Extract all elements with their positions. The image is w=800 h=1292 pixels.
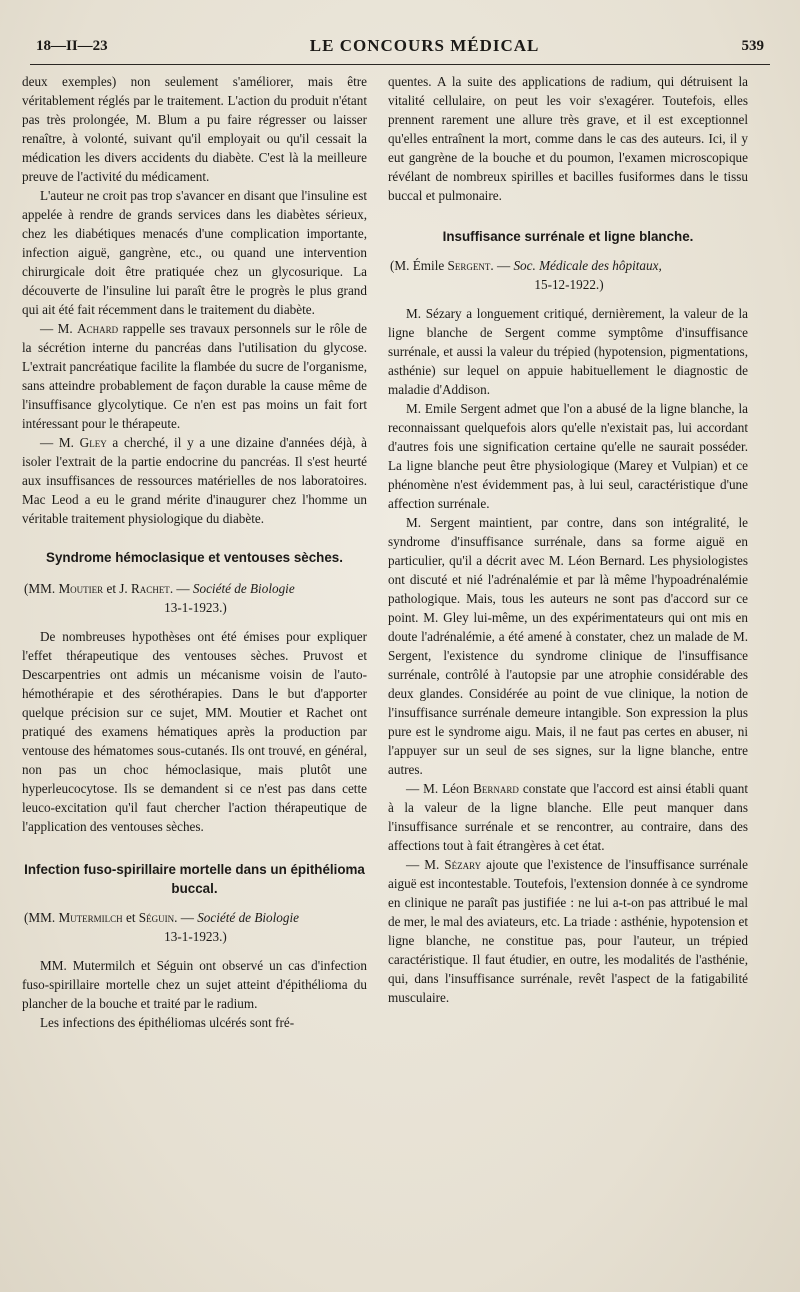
paragraph: — M. Léon Bernard constate que l'accord est ainsi établi quant à la valeur de la ligne blanche. Elle peut manquer dans l'insuffisance surrénale et se rencontrer, au contraire, dans des affections tout à fait étrangères à cet état. [388, 781, 749, 853]
author-name: Bernard [473, 781, 519, 796]
paragraph: — M. Achard rappelle ses travaux personnels sur le rôle de la sécrétion interne du pancréas dans l'utilisation du glycose. L'extrait pancréatique facilite la flambée du sucre de l'organisme, sans atteindre probablement de façon durable la cause même de l'insuffisance glycolytique. Ce n'en est pas moins un fait fort intéressant pour le thérapeute. [22, 321, 367, 431]
author-name: Gley [79, 435, 107, 450]
section-title: Infection fuso-spirillaire mortelle dans un épithélioma buccal. [24, 862, 365, 896]
paragraph: M. Sergent maintient, par contre, dans son intégralité, le syndrome d'insuffisance surrénale, dans sa forme aiguë en particulier, qu'il a décrit avec M. Léon Bernard. Les physiologistes ont discuté et nié l'adrénalémie et par là même l'hypoadrénalémie pathologique. Mais, tous les auteurs ne sont pas d'accord sur ce point. M. Gley lui-même, un des expérimentateurs qui ont mis en doute l'adrénalémie, a été amené à constater, chez un malade de M. Sergent, l'existence du syndrome clinique de l'insuffisance surrénale, contrôlé à l'autopsie par une atrophie considérable des deux glandes. Considérée au point de vue clinique, la notion de l'insuffisance surrénale demeure intangible. Son expression la plus pure est le syndrome aigu. Mais, il ne faut pas certes en abuser, ni l'appuyer sur un seul de ses signes, sur la ligne blanche, entre autres. [388, 515, 748, 777]
left-column [22, 72, 367, 1032]
journal-title: LE CONCOURS MÉDICAL [309, 36, 540, 55]
right-column [388, 72, 748, 1007]
page-number: 539 [741, 37, 764, 54]
section-title: Syndrome hémoclasique et ventouses sèches. [46, 550, 343, 565]
citation: (MM. Moutier et J. Rachet. — Société de Biologie 13-1-1923.) [24, 581, 295, 615]
paragraph: Les infections des épithéliomas ulcérés sont fré- [40, 1015, 295, 1030]
section-title: Insuffisance surrénale et ligne blanche. [442, 229, 694, 244]
citation: (MM. Mutermilch et Séguin. — Société de Biologie 13-1-1923.) [24, 910, 300, 944]
paragraph: De nombreuses hypothèses ont été émises pour expliquer l'effet thérapeutique des ventouses sèches. Pruvost et Descarpentries ont admis un mécanisme voisin de l'auto-hémothérapie et des sérothérapies. Dans le but d'apporter quelque précision sur ce sujet, MM. Moutier et Rachet ont pratiqué des examens hématiques après la production par ventouse des hématomes sous-cutanés. Ils ont trouvé, en général, non pas un choc hémoclasique, mais plutôt une hyperleucocytose. Ils se demandent si ce n'est pas dans cette leuco-excitation qu'il faut chercher l'action thérapeutique de l'application des ventouses sèches. [22, 629, 367, 834]
paragraph: L'auteur ne croit pas trop s'avancer en disant que l'insuline est appelée à rendre de grands services dans les diabètes sérieux, chez les diabétiques menacés d'une complication importante, infection aiguë, gangrène, etc., ou quand une intervention chirurgicale doit être pratiquée chez un glycosurique. La découverte de l'insuline lui paraît être le progrès le plus grand qui ait été fait récemment dans le traitement du diabète. [22, 188, 367, 317]
citation: (M. Émile Sergent. — Soc. Médicale des hôpitaux, 15-12-1922.) [390, 258, 662, 292]
paragraph: MM. Mutermilch et Séguin ont observé un cas d'infection fuso-spirillaire mortelle chez un sujet atteint d'épithélioma du plancher de la bouche et traité par le radium. [22, 958, 367, 1011]
paragraph: — M. Gley a cherché, il y a une dizaine d'années déjà, à isoler l'extrait de la partie endocrine du pancréas. Il s'est heurté aux insuffisances de ressources matérielles de nos laboratoires. Mac Leod a eu le grand mérite d'inaugurer chez l'homme un véritable traitement physiologique du diabète. [22, 435, 367, 526]
paragraph: deux exemples) non seulement s'améliorer, mais être véritablement réglés par le traitement. L'action du produit n'étant pas très prolongée, M. Blum a pu faire régresser ou laisser renaître, à volonté, suivant qu'il employait ou qu'il cessait la médication les divers accidents du diabète. C'est là la meilleure preuve de l'activité du médicament. [22, 74, 367, 184]
author-name: Achard [77, 321, 119, 336]
paragraph: — M. Sézary ajoute que l'existence de l'insuffisance surrénale aiguë est incontestable. Toutefois, l'extension donnée à ce syndrome en clinique ne paraît pas justifiée : ne lui a-t-on pas attribué le mal de mer, le mal des aviateurs, etc. La triade : asthénie, hypotension et ligne blanche, ne constitue pas, pour l'auteur, un trépied caractéristique. Il faut étudier, en outre, les modalités de l'asthénie, qui, dans l'insuffisance surrénale, revêt l'aspect de la fatigabilité musculaire. [388, 857, 748, 1005]
paragraph: quentes. A la suite des applications de radium, qui détruisent la vitalité cellulaire, on peut les voir s'exagérer. Toutefois, elles prennent rarement une allure très grave, et il est exceptionnel qu'elles entraînent la mort, comme dans le cas des auteurs. Ici, il y eut gangrène de la bouche et du poumon, l'examen microscopique révélant de nombreux spirilles et bacilles fusiformes dans le tissu buccal et pulmonaire. [388, 74, 748, 203]
page-header [36, 32, 764, 60]
issue-date: 18—II—23 [36, 37, 108, 54]
author-name: Sézary [444, 857, 482, 872]
paragraph: M. Sézary a longuement critiqué, dernièrement, la valeur de la ligne blanche de Sergent comme symptôme d'insuffisance surrénale, et aussi la valeur du trépied (hypotension, pigmentations, asthénie) sur lequel on appuie habituellement le diagnostic de maladie d'Addison. [388, 306, 748, 397]
header-rule [30, 64, 770, 65]
paragraph: M. Emile Sergent admet que l'on a abusé de la ligne blanche, la reconnaissant quelquefois alors qu'elle n'existait pas, lui accordant d'autres fois une signification certaine qu'elle ne saurait posséder. La ligne blanche peut être physiologique (Marey et Vulpian) et ce phénomène n'est évidemment pas, à lui seul, caractéristique d'une affection surrénale. [388, 401, 748, 511]
